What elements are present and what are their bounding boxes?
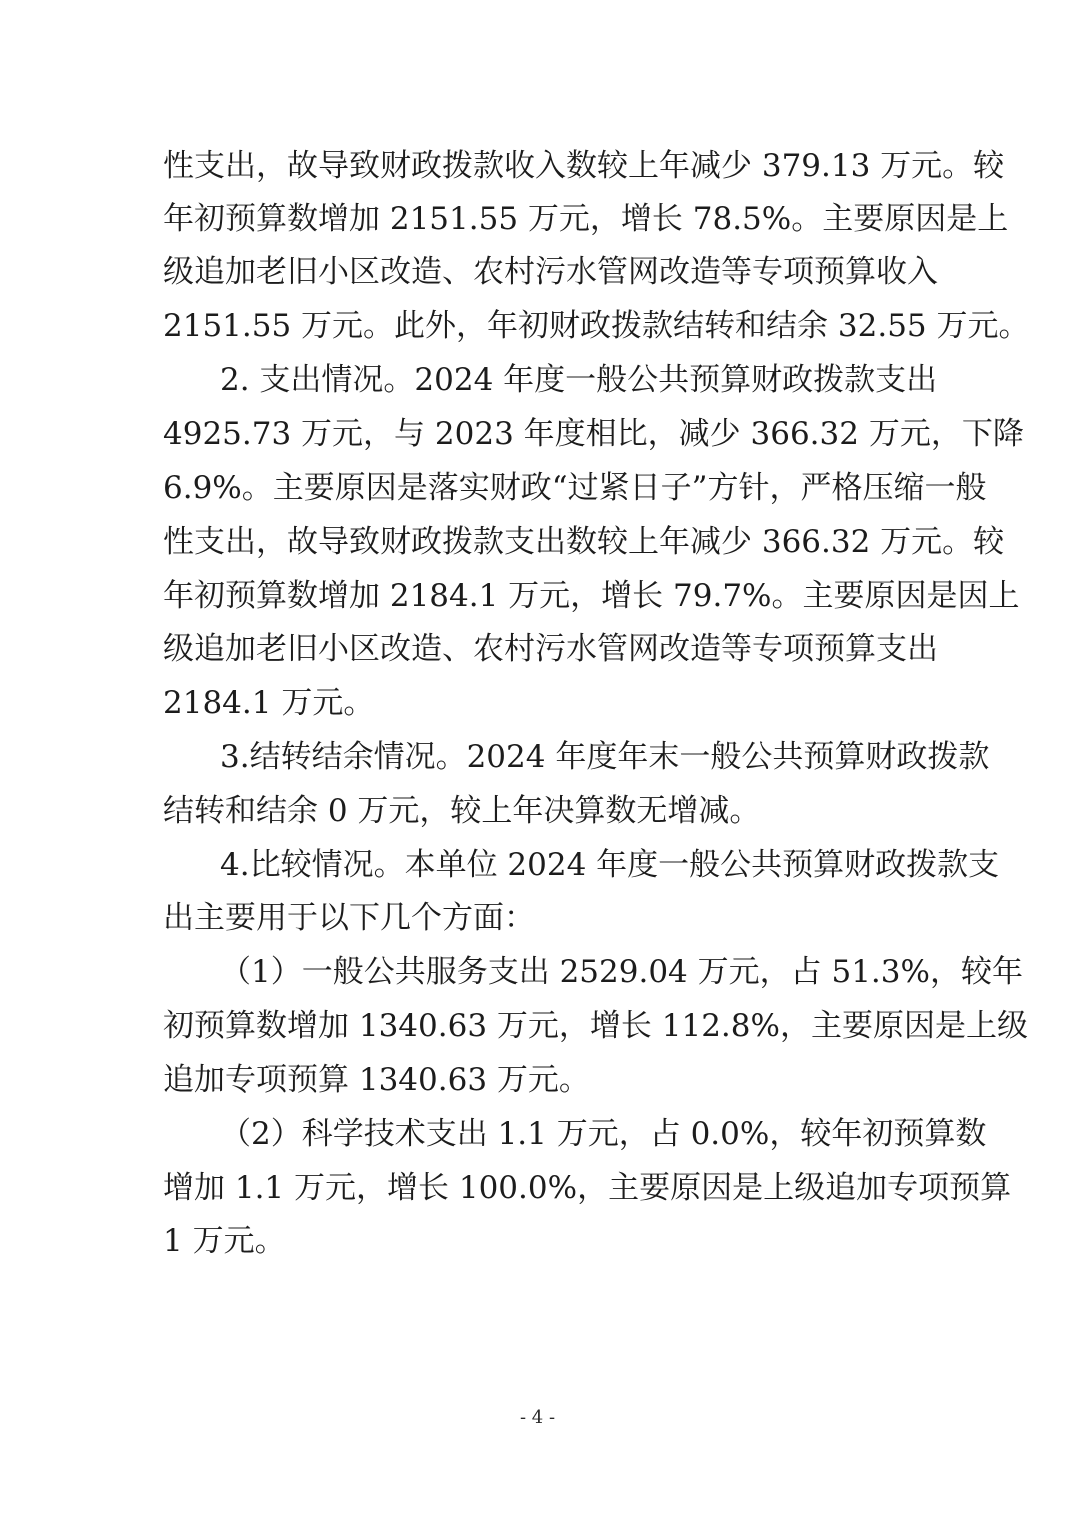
text-line: 2184.1 万元。 xyxy=(163,685,375,721)
page-number: - 4 - xyxy=(519,1407,556,1428)
text-line: 追加专项预算 1340.63 万元。 xyxy=(163,1062,590,1098)
paragraph-expenditure-start: 2. 支出情况。2024 年度一般公共预算财政拨款支出 xyxy=(220,362,938,398)
text-line: 增加 1.1 万元，增长 100.0%，主要原因是上级追加专项预算 xyxy=(163,1170,1012,1206)
paragraph-comparison-start: 4.比较情况。本单位 2024 年度一般公共预算财政拨款支 xyxy=(220,847,1000,883)
text-line: 初预算数增加 1340.63 万元，增长 112.8%，主要原因是上级 xyxy=(163,1008,1028,1044)
paragraph-item-2-start: （2）科学技术支出 1.1 万元，占 0.0%，较年初预算数 xyxy=(220,1116,987,1152)
text-line: 级追加老旧小区改造、农村污水管网改造等专项预算支出 xyxy=(163,631,938,667)
text-line: 性支出，故导致财政拨款收入数较上年减少 379.13 万元。较 xyxy=(163,148,1005,184)
paragraph-item-1-start: （1）一般公共服务支出 2529.04 万元，占 51.3%，较年 xyxy=(220,954,1023,990)
text-line: 2151.55 万元。此外，年初财政拨款结转和结余 32.55 万元。 xyxy=(163,308,1030,344)
text-line: 性支出，故导致财政拨款支出数较上年减少 366.32 万元。较 xyxy=(163,524,1005,560)
text-line: 级追加老旧小区改造、农村污水管网改造等专项预算收入 xyxy=(163,254,938,290)
text-line: 6.9%。主要原因是落实财政“过紧日子”方针，严格压缩一般 xyxy=(163,470,987,506)
text-line: 出主要用于以下几个方面： xyxy=(163,900,535,936)
text-line: 年初预算数增加 2151.55 万元，增长 78.5%。主要原因是上 xyxy=(163,201,1009,237)
text-line: 1 万元。 xyxy=(163,1223,286,1259)
text-line: 4925.73 万元，与 2023 年度相比，减少 366.32 万元，下降 xyxy=(163,416,1024,452)
text-line: 结转和结余 0 万元，较上年决算数无增减。 xyxy=(163,793,761,829)
paragraph-carryover-start: 3.结转结余情况。2024 年度年末一般公共预算财政拨款 xyxy=(220,739,990,775)
text-line: 年初预算数增加 2184.1 万元，增长 79.7%。主要原因是因上 xyxy=(163,578,1020,614)
